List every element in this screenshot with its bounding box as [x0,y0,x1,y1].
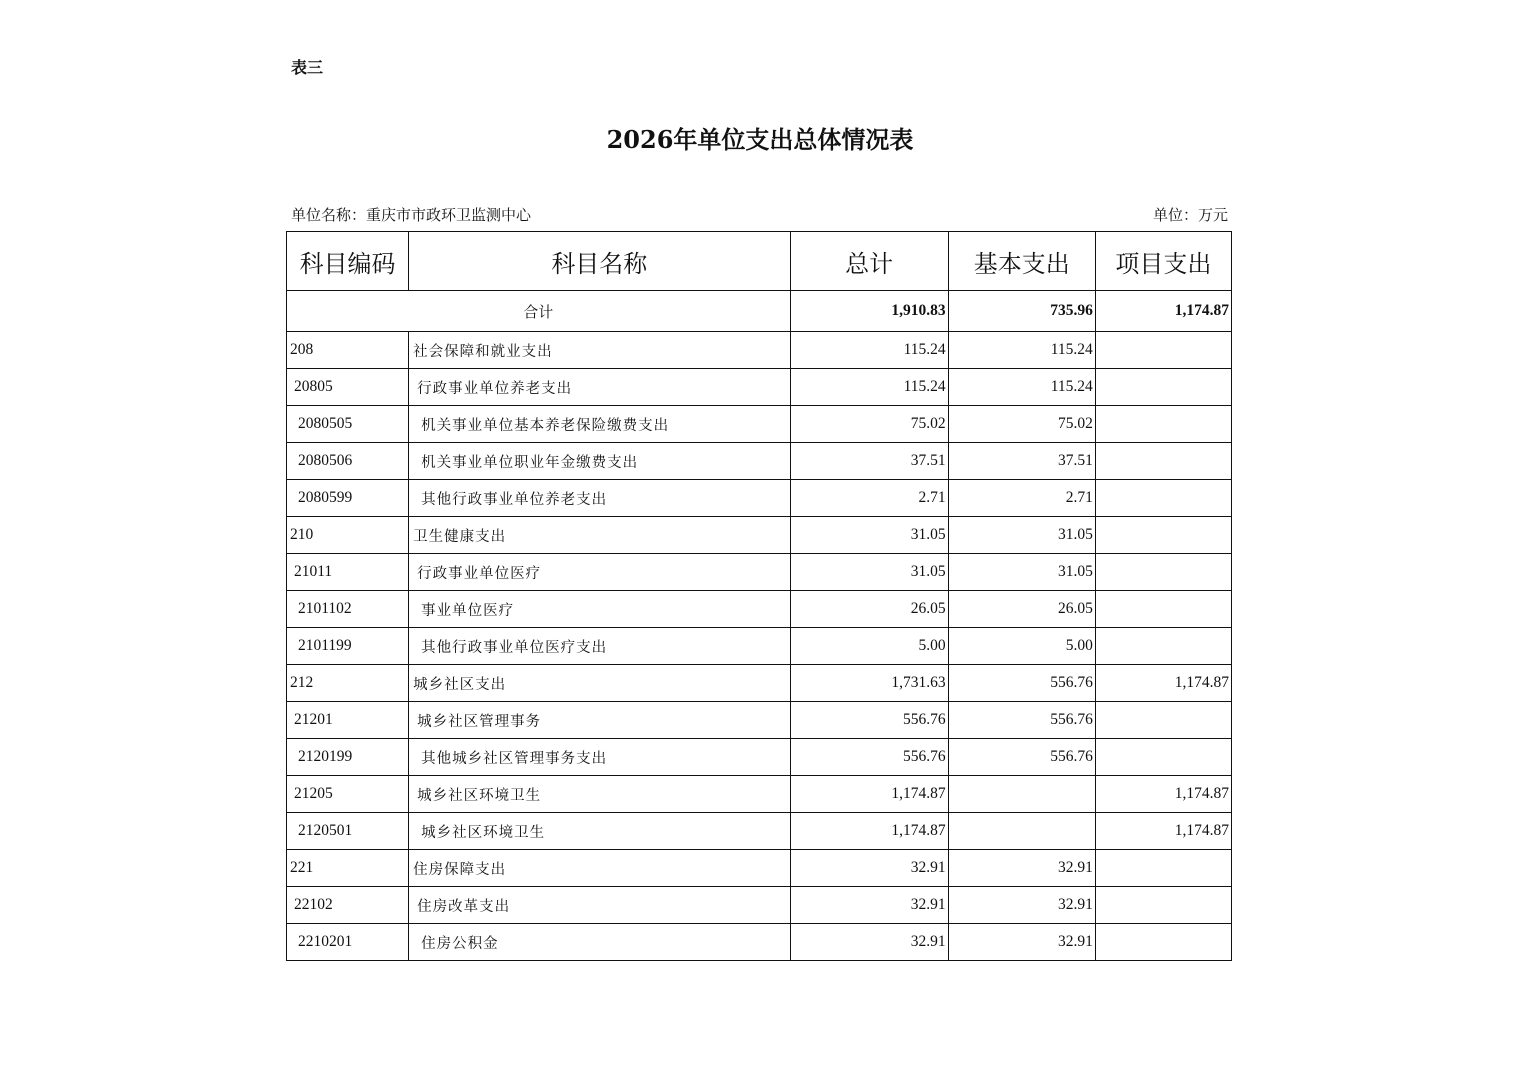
row-name: 城乡社区环境卫生 [409,813,790,850]
row-total: 32.91 [790,850,948,887]
row-code: 2080506 [287,443,409,480]
row-project [1095,369,1231,406]
row-name: 社会保障和就业支出 [409,332,790,369]
row-name: 住房改革支出 [409,887,790,924]
row-project [1095,628,1231,665]
row-code: 2101199 [287,628,409,665]
row-project [1095,591,1231,628]
header-name: 科目名称 [409,232,790,291]
row-basic: 32.91 [948,887,1095,924]
row-total: 1,174.87 [790,813,948,850]
row-code: 2101102 [287,591,409,628]
row-basic: 115.24 [948,332,1095,369]
row-total: 556.76 [790,702,948,739]
row-basic: 556.76 [948,702,1095,739]
row-basic: 32.91 [948,924,1095,961]
row-basic [948,776,1095,813]
header-row [287,232,1232,291]
header-project: 项目支出 [1095,232,1231,291]
row-total: 5.00 [790,628,948,665]
row-code: 212 [287,665,409,702]
row-total: 32.91 [790,887,948,924]
table-row [287,443,1232,480]
table-row [287,924,1232,961]
row-project: 1,174.87 [1095,776,1231,813]
row-code: 21201 [287,702,409,739]
unit-label: 单位：万元 [1152,206,1228,224]
row-code: 221 [287,850,409,887]
row-code: 2120501 [287,813,409,850]
row-total: 26.05 [790,591,948,628]
row-code: 21205 [287,776,409,813]
row-project [1095,517,1231,554]
row-total: 32.91 [790,924,948,961]
row-code: 208 [287,332,409,369]
row-basic: 31.05 [948,554,1095,591]
row-name: 住房保障支出 [409,850,790,887]
header-basic: 基本支出 [948,232,1095,291]
row-project [1095,406,1231,443]
row-total: 2.71 [790,480,948,517]
row-project [1095,702,1231,739]
header-total: 总计 [790,232,948,291]
expenditure-table [286,231,1232,961]
row-name: 其他行政事业单位医疗支出 [409,628,790,665]
row-name: 其他行政事业单位养老支出 [409,480,790,517]
table-row [287,665,1232,702]
row-basic: 37.51 [948,443,1095,480]
table-row [287,776,1232,813]
row-project [1095,332,1231,369]
summary-row [287,291,1232,332]
header-code: 科目编码 [287,232,409,291]
row-name: 住房公积金 [409,924,790,961]
row-total: 1,731.63 [790,665,948,702]
row-project [1095,554,1231,591]
table-row [287,554,1232,591]
row-total: 115.24 [790,332,948,369]
row-basic: 5.00 [948,628,1095,665]
row-basic: 31.05 [948,517,1095,554]
row-name: 城乡社区支出 [409,665,790,702]
row-code: 2080599 [287,480,409,517]
table-row [287,517,1232,554]
row-name: 城乡社区管理事务 [409,702,790,739]
row-project: 1,174.87 [1095,813,1231,850]
row-project [1095,887,1231,924]
page-title: 2026年单位支出总体情况表 [606,125,914,154]
row-basic [948,813,1095,850]
table-row [287,887,1232,924]
table-label: 表三 [291,58,324,77]
row-total: 31.05 [790,554,948,591]
row-project [1095,924,1231,961]
row-code: 22102 [287,887,409,924]
row-basic: 556.76 [948,739,1095,776]
summary-label: 合计 [287,291,791,332]
row-project [1095,739,1231,776]
summary-project: 1,174.87 [1095,291,1231,332]
row-project [1095,443,1231,480]
row-project [1095,480,1231,517]
row-name: 机关事业单位职业年金缴费支出 [409,443,790,480]
row-code: 2210201 [287,924,409,961]
row-basic: 75.02 [948,406,1095,443]
table-row [287,813,1232,850]
table-row [287,369,1232,406]
row-basic: 2.71 [948,480,1095,517]
row-total: 37.51 [790,443,948,480]
row-code: 20805 [287,369,409,406]
table-row [287,332,1232,369]
row-basic: 26.05 [948,591,1095,628]
row-code: 210 [287,517,409,554]
table-row [287,628,1232,665]
row-basic: 115.24 [948,369,1095,406]
row-total: 1,174.87 [790,776,948,813]
table-row [287,480,1232,517]
row-basic: 556.76 [948,665,1095,702]
row-code: 2080505 [287,406,409,443]
table-row [287,739,1232,776]
row-total: 115.24 [790,369,948,406]
row-code: 21011 [287,554,409,591]
row-name: 事业单位医疗 [409,591,790,628]
row-name: 其他城乡社区管理事务支出 [409,739,790,776]
row-code: 2120199 [287,739,409,776]
organization-label: 单位名称：重庆市市政环卫监测中心 [291,206,532,224]
row-name: 机关事业单位基本养老保险缴费支出 [409,406,790,443]
row-name: 行政事业单位养老支出 [409,369,790,406]
row-total: 556.76 [790,739,948,776]
table-row [287,406,1232,443]
row-name: 行政事业单位医疗 [409,554,790,591]
row-basic: 32.91 [948,850,1095,887]
row-total: 31.05 [790,517,948,554]
row-project: 1,174.87 [1095,665,1231,702]
table-row [287,850,1232,887]
row-project [1095,850,1231,887]
table-row [287,702,1232,739]
row-total: 75.02 [790,406,948,443]
row-name: 卫生健康支出 [409,517,790,554]
table-row [287,591,1232,628]
row-name: 城乡社区环境卫生 [409,776,790,813]
summary-total: 1,910.83 [790,291,948,332]
summary-basic: 735.96 [948,291,1095,332]
